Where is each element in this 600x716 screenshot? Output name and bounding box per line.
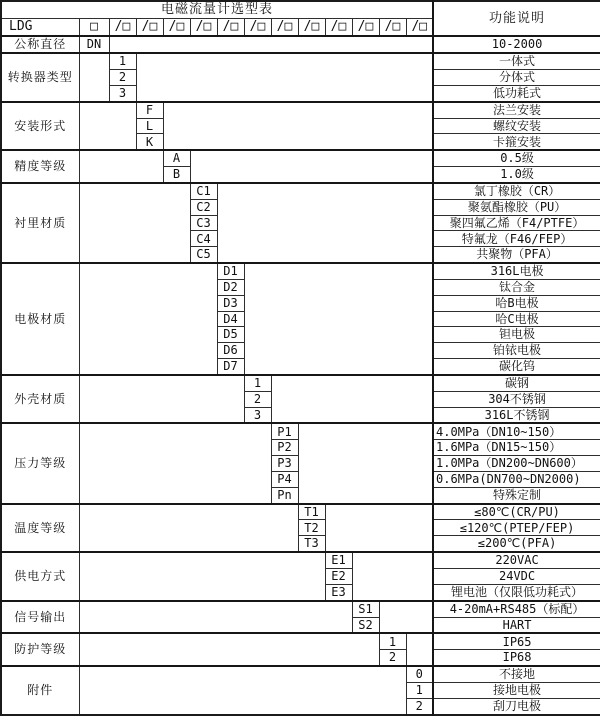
option-code: B bbox=[163, 167, 190, 183]
option-code: P1 bbox=[271, 423, 298, 439]
option-code: D2 bbox=[217, 280, 244, 296]
option-code: D5 bbox=[217, 327, 244, 343]
option-description: 分体式 bbox=[433, 70, 600, 86]
option-description: 接地电极 bbox=[433, 683, 600, 699]
option-row bbox=[1, 375, 600, 391]
option-description: 锂电池（仅限低功耗式） bbox=[433, 584, 600, 600]
filler-cell bbox=[79, 552, 325, 601]
option-description: 0.5级 bbox=[433, 150, 600, 166]
option-description: 316L不锈钢 bbox=[433, 407, 600, 423]
option-description: 共聚物（PFA） bbox=[433, 247, 600, 263]
option-description: 220VAC bbox=[433, 552, 600, 568]
model-slot-box: /□ bbox=[136, 19, 163, 37]
option-description: 1.6MPa（DN15~150） bbox=[433, 440, 600, 456]
option-code: S2 bbox=[352, 617, 379, 633]
filler-cell bbox=[79, 150, 163, 183]
option-code: C5 bbox=[190, 247, 217, 263]
model-slot-box: /□ bbox=[379, 19, 406, 37]
option-description: 碳钢 bbox=[433, 375, 600, 391]
option-description: 钛合金 bbox=[433, 280, 600, 296]
category-label: 安装形式 bbox=[1, 102, 79, 151]
option-description: IP65 bbox=[433, 633, 600, 649]
category-label-diameter: 公称直径 bbox=[1, 36, 79, 53]
option-description: 4.0MPa（DN10~150） bbox=[433, 423, 600, 439]
option-description: ≤120℃(PTEP/FEP) bbox=[433, 520, 600, 536]
option-description: 特氟龙（F46/FEP） bbox=[433, 231, 600, 247]
model-first-box: □ bbox=[79, 19, 109, 37]
filler-cell bbox=[325, 504, 433, 553]
option-code: 1 bbox=[244, 375, 271, 391]
category-label: 电极材质 bbox=[1, 263, 79, 375]
model-slot-box: /□ bbox=[244, 19, 271, 37]
option-row bbox=[1, 150, 600, 166]
option-code: P3 bbox=[271, 456, 298, 472]
option-code: 2 bbox=[379, 650, 406, 666]
option-code: D4 bbox=[217, 311, 244, 327]
option-code: 0 bbox=[406, 666, 433, 682]
option-description: 氯丁橡胶（CR） bbox=[433, 183, 600, 199]
option-description: 聚氨酯橡胶（PU） bbox=[433, 199, 600, 215]
filler-cell bbox=[79, 666, 406, 715]
option-description: ≤200℃(PFA) bbox=[433, 536, 600, 552]
filler-cell bbox=[79, 263, 217, 375]
option-description: 24VDC bbox=[433, 568, 600, 584]
option-code: E2 bbox=[325, 568, 352, 584]
filler-cell bbox=[79, 601, 352, 634]
model-prefix: LDG bbox=[1, 19, 79, 37]
diameter-range: 10-2000 bbox=[433, 36, 600, 53]
option-row bbox=[1, 666, 600, 682]
option-description: 低功耗式 bbox=[433, 85, 600, 101]
option-description: 铂铱电极 bbox=[433, 343, 600, 359]
filler-cell bbox=[406, 633, 433, 666]
option-code: F bbox=[136, 102, 163, 118]
option-code: Pn bbox=[271, 487, 298, 503]
category-label: 供电方式 bbox=[1, 552, 79, 601]
option-description: ≤80℃(CR/PU) bbox=[433, 504, 600, 520]
filler-cell bbox=[79, 183, 190, 263]
option-code: 2 bbox=[406, 698, 433, 715]
model-slot-box: /□ bbox=[406, 19, 433, 37]
option-description: 一体式 bbox=[433, 53, 600, 69]
diameter-code: DN bbox=[79, 36, 109, 53]
option-row bbox=[1, 102, 600, 118]
filler-cell bbox=[298, 423, 433, 503]
option-code: 2 bbox=[244, 391, 271, 407]
category-label: 衬里材质 bbox=[1, 183, 79, 263]
option-description: 卡箍安装 bbox=[433, 134, 600, 150]
option-description: HART bbox=[433, 617, 600, 633]
option-row bbox=[1, 552, 600, 568]
model-slot-box: /□ bbox=[109, 19, 136, 37]
option-code: 1 bbox=[109, 53, 136, 69]
option-description: 1.0级 bbox=[433, 167, 600, 183]
option-code: T1 bbox=[298, 504, 325, 520]
model-slot-box: /□ bbox=[190, 19, 217, 37]
option-description: 304不锈钢 bbox=[433, 391, 600, 407]
option-code: D3 bbox=[217, 295, 244, 311]
option-row bbox=[1, 633, 600, 649]
filler-cell bbox=[109, 36, 433, 53]
category-label: 压力等级 bbox=[1, 423, 79, 503]
option-description: 316L电极 bbox=[433, 263, 600, 279]
filler-cell bbox=[244, 263, 433, 375]
option-description: 法兰安装 bbox=[433, 102, 600, 118]
filler-cell bbox=[379, 601, 433, 634]
option-code: 1 bbox=[406, 683, 433, 699]
category-label: 温度等级 bbox=[1, 504, 79, 553]
filler-cell bbox=[79, 102, 136, 151]
model-slot-box: /□ bbox=[271, 19, 298, 37]
filler-cell bbox=[190, 150, 433, 183]
filler-cell bbox=[79, 375, 244, 424]
option-description: 钽电极 bbox=[433, 327, 600, 343]
option-description: 哈B电极 bbox=[433, 295, 600, 311]
option-code: T2 bbox=[298, 520, 325, 536]
option-description: 4-20mA+RS485（标配） bbox=[433, 601, 600, 617]
option-code: K bbox=[136, 134, 163, 150]
option-row bbox=[1, 263, 600, 279]
option-description: 哈C电极 bbox=[433, 311, 600, 327]
model-slot-box: /□ bbox=[325, 19, 352, 37]
option-code: 2 bbox=[109, 70, 136, 86]
function-column-header: 功能说明 bbox=[433, 1, 600, 36]
option-code: C3 bbox=[190, 215, 217, 231]
page-title: 电磁流量计选型表 bbox=[1, 1, 433, 19]
category-label: 转换器类型 bbox=[1, 53, 79, 102]
option-code: D7 bbox=[217, 358, 244, 374]
option-code: C4 bbox=[190, 231, 217, 247]
option-description: 聚四氟乙烯（F4/PTFE） bbox=[433, 215, 600, 231]
option-description: 0.6MPa(DN700~DN2000) bbox=[433, 471, 600, 487]
option-code: P4 bbox=[271, 471, 298, 487]
filler-cell bbox=[352, 552, 433, 601]
category-label: 防护等级 bbox=[1, 633, 79, 666]
option-code: A bbox=[163, 150, 190, 166]
option-code: S1 bbox=[352, 601, 379, 617]
filler-cell bbox=[136, 53, 433, 102]
option-code: D6 bbox=[217, 343, 244, 359]
option-code: T3 bbox=[298, 536, 325, 552]
option-row bbox=[1, 183, 600, 199]
title-row bbox=[1, 1, 600, 19]
category-label: 精度等级 bbox=[1, 150, 79, 183]
option-row bbox=[1, 504, 600, 520]
option-description: 螺纹安装 bbox=[433, 118, 600, 134]
option-code: L bbox=[136, 118, 163, 134]
option-code: 3 bbox=[109, 85, 136, 101]
option-code: D1 bbox=[217, 263, 244, 279]
model-slot-box: /□ bbox=[163, 19, 190, 37]
option-code: C1 bbox=[190, 183, 217, 199]
filler-cell bbox=[271, 375, 433, 424]
category-label: 附件 bbox=[1, 666, 79, 715]
option-code: E3 bbox=[325, 584, 352, 600]
option-description: 1.0MPa（DN200~DN600） bbox=[433, 456, 600, 472]
option-description: 碳化钨 bbox=[433, 358, 600, 374]
filler-cell bbox=[79, 504, 298, 553]
category-label: 信号输出 bbox=[1, 601, 79, 634]
option-description: IP68 bbox=[433, 650, 600, 666]
option-row bbox=[1, 53, 600, 69]
filler-cell bbox=[217, 183, 433, 263]
filler-cell bbox=[79, 633, 379, 666]
option-code: P2 bbox=[271, 440, 298, 456]
model-slot-box: /□ bbox=[352, 19, 379, 37]
filler-cell bbox=[163, 102, 433, 151]
option-row bbox=[1, 423, 600, 439]
model-slot-box: /□ bbox=[217, 19, 244, 37]
diameter-row bbox=[1, 36, 600, 53]
category-label: 外壳材质 bbox=[1, 375, 79, 424]
option-description: 特殊定制 bbox=[433, 487, 600, 503]
option-code: 1 bbox=[379, 633, 406, 649]
option-row bbox=[1, 601, 600, 617]
option-description: 刮刀电极 bbox=[433, 698, 600, 715]
filler-cell bbox=[79, 423, 271, 503]
filler-cell bbox=[79, 53, 109, 102]
option-code: C2 bbox=[190, 199, 217, 215]
option-description: 不接地 bbox=[433, 666, 600, 682]
model-slot-box: /□ bbox=[298, 19, 325, 37]
option-code: E1 bbox=[325, 552, 352, 568]
option-code: 3 bbox=[244, 407, 271, 423]
